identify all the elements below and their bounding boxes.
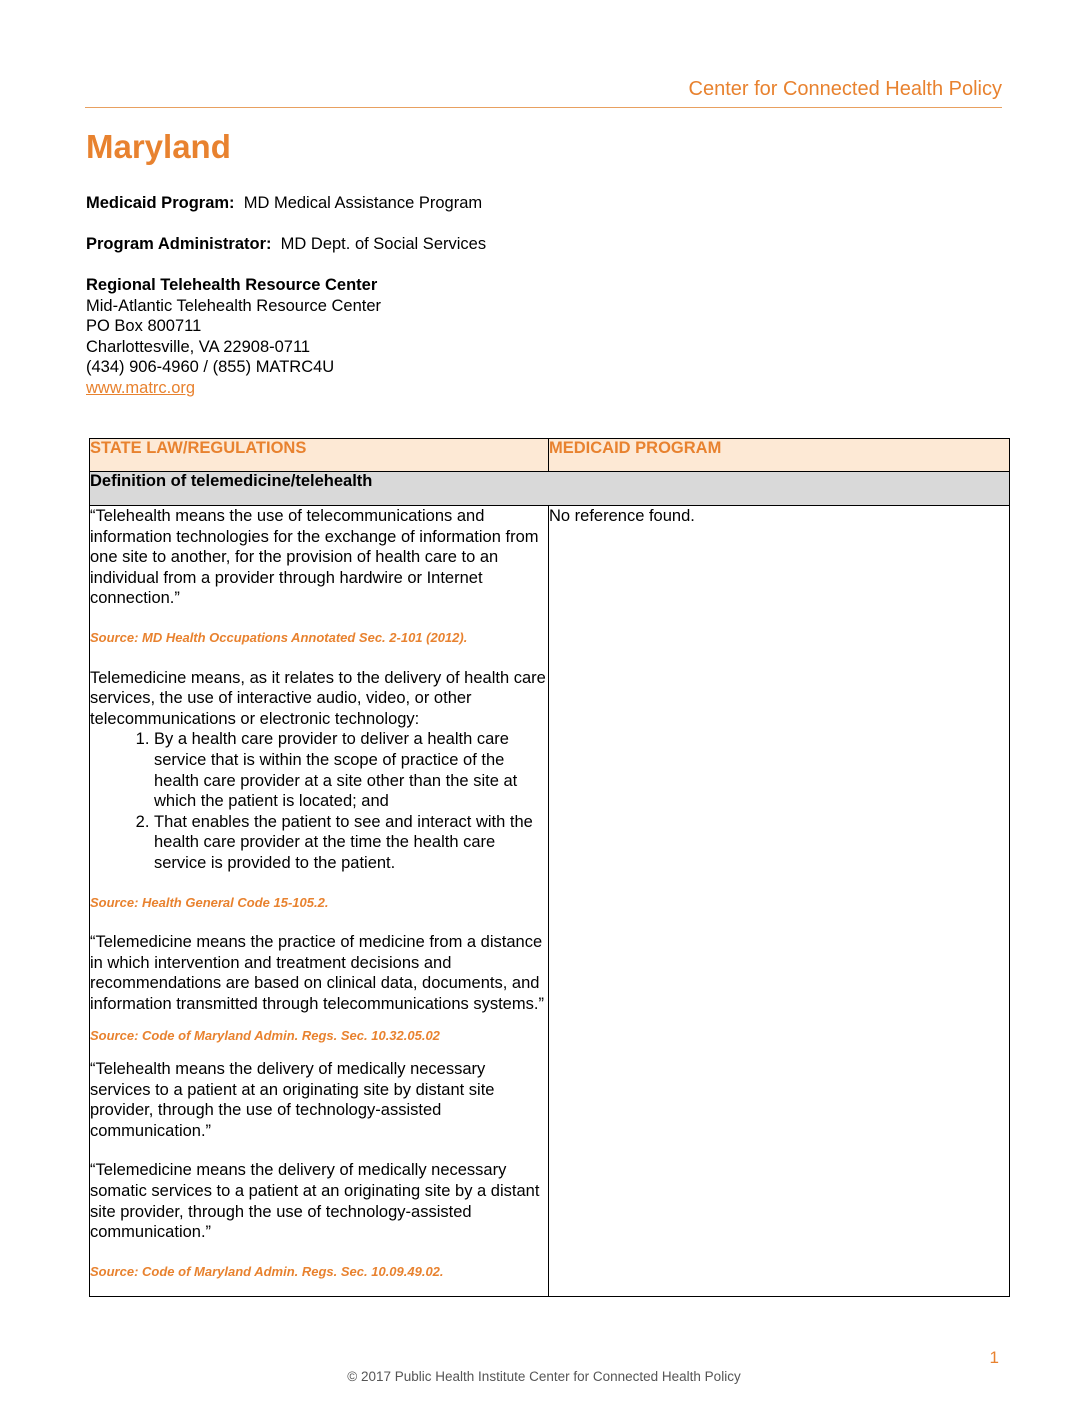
program-administrator-value: MD Dept. of Social Services [280, 235, 487, 253]
list-item: 2. That enables the patient to see and interact with the health care provider at the time the health care service is provided to the patient. [154, 812, 548, 874]
column-header-medicaid: MEDICAID PROGRAM [549, 439, 1010, 472]
page-title: Maryland [86, 128, 231, 165]
resource-center-phone: (434) 906-4960 / (855) MATRC4U [86, 358, 335, 377]
definition-telemedicine-3: “Telemedicine means the practice of medicine from a distance in which intervention and treatment decisions and recommendations are based on clinical data, documents, and information transmitted through telecommunications systems.” [90, 933, 544, 1013]
source-citation-3: Source: Code of Maryland Admin. Regs. Sec. 10.32.05.02 [90, 1028, 440, 1044]
definition-telehealth-1: “Telehealth means the use of telecommunications and information technologies for the exchange of information from one site to another, for the provision of health care to an individual from a provider through hardwire or Internet connection.” [90, 507, 539, 608]
medicaid-program-line [86, 193, 482, 214]
footer-copyright: © 2017 Public Health Institute Center for Connected Health Policy [347, 1369, 741, 1384]
source-citation-2: Source: Health General Code 15-105.2. [90, 894, 329, 910]
table-header-row [90, 439, 1010, 472]
resource-center-address2: Charlottesville, VA 22908-0711 [86, 337, 311, 356]
policy-table [89, 438, 1010, 1297]
resource-center-block [86, 275, 381, 399]
resource-center-website-link[interactable]: www.matrc.org [86, 378, 196, 397]
source-citation-1: Source: MD Health Occupations Annotated Sec. 2-101 (2012). [90, 629, 468, 645]
medicaid-cell [549, 506, 1010, 1297]
state-law-cell [90, 506, 549, 1297]
definition-telemedicine-5: “Telemedicine means the delivery of medically necessary somatic services to a patient at an originating site by a distant site provider, through the use of technology-assisted communication.” [90, 1161, 540, 1242]
definition-telemedicine-2-list [90, 729, 548, 873]
resource-center-address1: PO Box 800711 [86, 317, 202, 336]
section-row [90, 472, 1010, 506]
resource-center-name: Mid-Atlantic Telehealth Resource Center [86, 296, 382, 315]
header-divider [85, 107, 1002, 108]
resource-center-heading: Regional Telehealth Resource Center [86, 276, 378, 294]
medicaid-program-label: Medicaid Program: [86, 194, 235, 212]
definition-telemedicine-2-intro: Telemedicine means, as it relates to the delivery of health care services, the use of interactive audio, video, or other telecommunications or electronic technology: [90, 668, 546, 728]
page-number: 1 [989, 1348, 999, 1367]
section-heading: Definition of telemedicine/telehealth [90, 472, 1010, 506]
header-org-name: Center for Connected Health Policy [688, 78, 1002, 100]
source-citation-5: Source: Code of Maryland Admin. Regs. Sec. 10.09.49.02. [90, 1263, 444, 1279]
medicaid-no-reference: No reference found. [549, 507, 695, 525]
column-header-state-law: STATE LAW/REGULATIONS [90, 439, 549, 472]
definition-telehealth-4: “Telehealth means the delivery of medically necessary services to a patient at an originating site by distant site provider, through the use of technology-assisted communication.” [90, 1060, 495, 1140]
table-row [90, 506, 1010, 1297]
list-item: 1. By a health care provider to deliver a health care service that is within the scope of practice of the health care provider at a site other than the site at which the patient is located; and [154, 729, 548, 811]
program-administrator-line [86, 234, 486, 255]
program-administrator-label: Program Administrator: [86, 235, 272, 253]
medicaid-program-value: MD Medical Assistance Program [243, 194, 483, 212]
